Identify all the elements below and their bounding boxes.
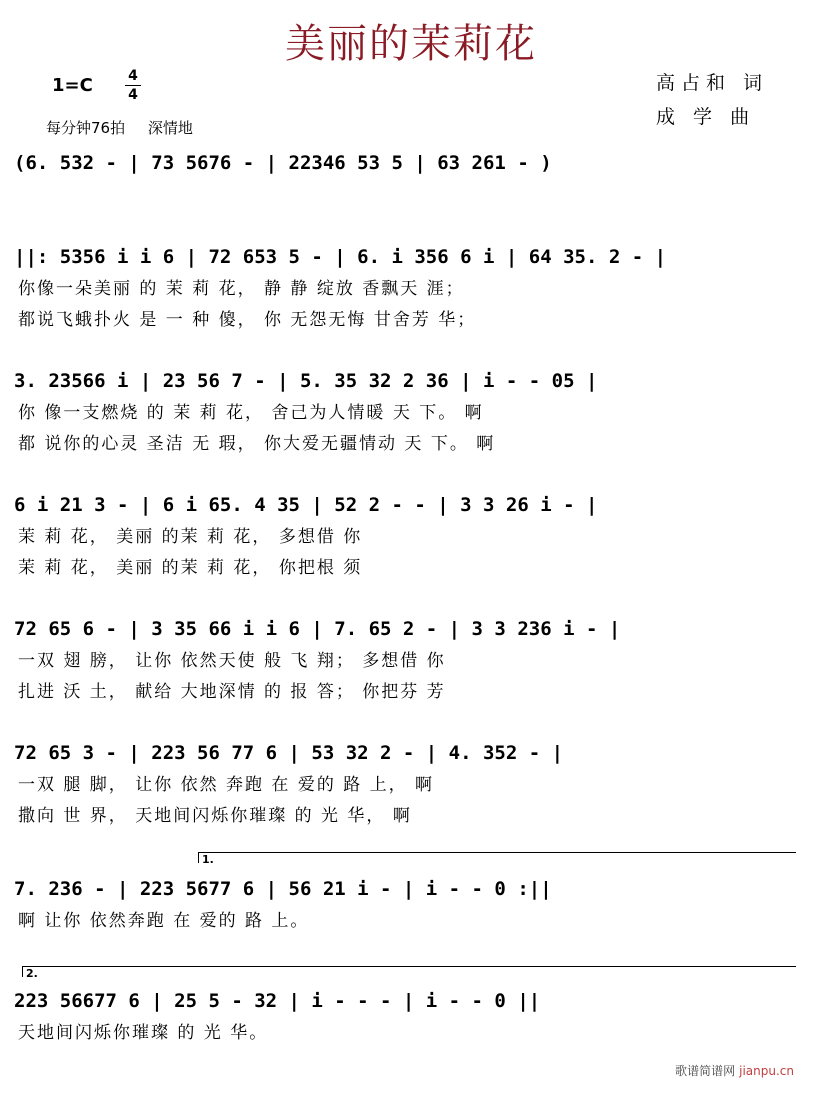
- lyric-verse-2: 茉 莉 花， 美丽 的茉 莉 花， 你把根 须: [18, 558, 363, 578]
- notes-line: (6. 532 - | 73 5676 - | 22346 53 5 | 63 261 - ): [14, 152, 552, 174]
- staff-system: [14, 612, 804, 708]
- composer-credit: 成 学 曲: [656, 106, 756, 128]
- staff-system: [14, 240, 804, 336]
- staff-system: [14, 736, 804, 832]
- staff-system: [14, 146, 804, 180]
- lyric-verse-1: 一双 腿 脚， 让你 依然 奔跑 在 爱的 路 上， 啊: [18, 775, 435, 795]
- key-signature: [52, 75, 93, 96]
- staff-system: [14, 984, 804, 1049]
- lyric-verse-1: 你 像一支燃烧 的 茉 莉 花， 舍己为人情暖 天 下。 啊: [18, 403, 484, 423]
- tempo-text: 每分钟76拍: [46, 119, 126, 137]
- lyric-verse-1: 天地间闪烁你璀璨 的 光 华。: [18, 1023, 269, 1043]
- notes-line: 6 i 21 3 - | 6 i 65. 4 35 | 52 2 - - | 3 3 26 i - |: [14, 494, 598, 516]
- volta-second-ending: 2.: [22, 966, 796, 977]
- notes-line: ||: 5356 i i 6 | 72 653 5 - | 6. i 356 6 i | 64 35. 2 - |: [14, 246, 667, 268]
- key-label: 1=C: [52, 75, 93, 96]
- song-title: 美丽的茉莉花: [285, 21, 537, 67]
- watermark-text: 歌谱简谱网: [675, 1064, 736, 1078]
- time-signature: [125, 68, 141, 103]
- notes-line: 223 56677 6 | 25 5 - 32 | i - - - | i - - 0 ||: [14, 990, 541, 1012]
- time-bottom: 4: [128, 87, 138, 103]
- lyric-verse-2: 都说飞蛾扑火 是 一 种 傻， 你 无怨无悔 甘舍芳 华；: [18, 310, 477, 330]
- lyric-verse-2: 撒向 世 界， 天地间闪烁你璀璨 的 光 华， 啊: [18, 806, 412, 826]
- lyric-verse-1: 啊 让你 依然奔跑 在 爱的 路 上。: [18, 911, 310, 931]
- tempo-marking: [46, 117, 211, 138]
- lyric-verse-1: 一双 翅 膀， 让你 依然天使 般 飞 翔； 多想借 你: [18, 651, 446, 671]
- time-top: 4: [128, 68, 138, 84]
- expression-text: 深情地: [147, 119, 193, 137]
- lyric-verse-2: 扎进 沃 土， 献给 大地深情 的 报 答； 你把芬 芳: [18, 682, 446, 702]
- watermark-site: jianpu.cn: [739, 1064, 794, 1078]
- staff-system: [14, 488, 804, 584]
- lyric-verse-1: 你像一朵美丽 的 茉 莉 花， 静 静 绽放 香飘天 涯；: [18, 279, 465, 299]
- notes-line: 7. 236 - | 223 5677 6 | 56 21 i - | i - - 0 :||: [14, 878, 552, 900]
- lyricist-credit: 高占和 词: [656, 72, 769, 94]
- watermark: [675, 1062, 794, 1079]
- lyric-verse-2: 都 说你的心灵 圣洁 无 瑕， 你大爱无疆情动 天 下。 啊: [18, 434, 496, 454]
- volta-first-ending: 1.: [198, 852, 796, 863]
- lyric-verse-1: 茉 莉 花， 美丽 的茉 莉 花， 多想借 你: [18, 527, 363, 547]
- staff-system: [14, 364, 804, 460]
- staff-system: [14, 872, 804, 937]
- notes-line: 72 65 3 - | 223 56 77 6 | 53 32 2 - | 4. 352 - |: [14, 742, 564, 764]
- notes-line: 72 65 6 - | 3 35 66 i i 6 | 7. 65 2 - | 3 3 236 i - |: [14, 618, 621, 640]
- notes-line: 3. 23566 i | 23 56 7 - | 5. 35 32 2 36 | i - - 05 |: [14, 370, 598, 392]
